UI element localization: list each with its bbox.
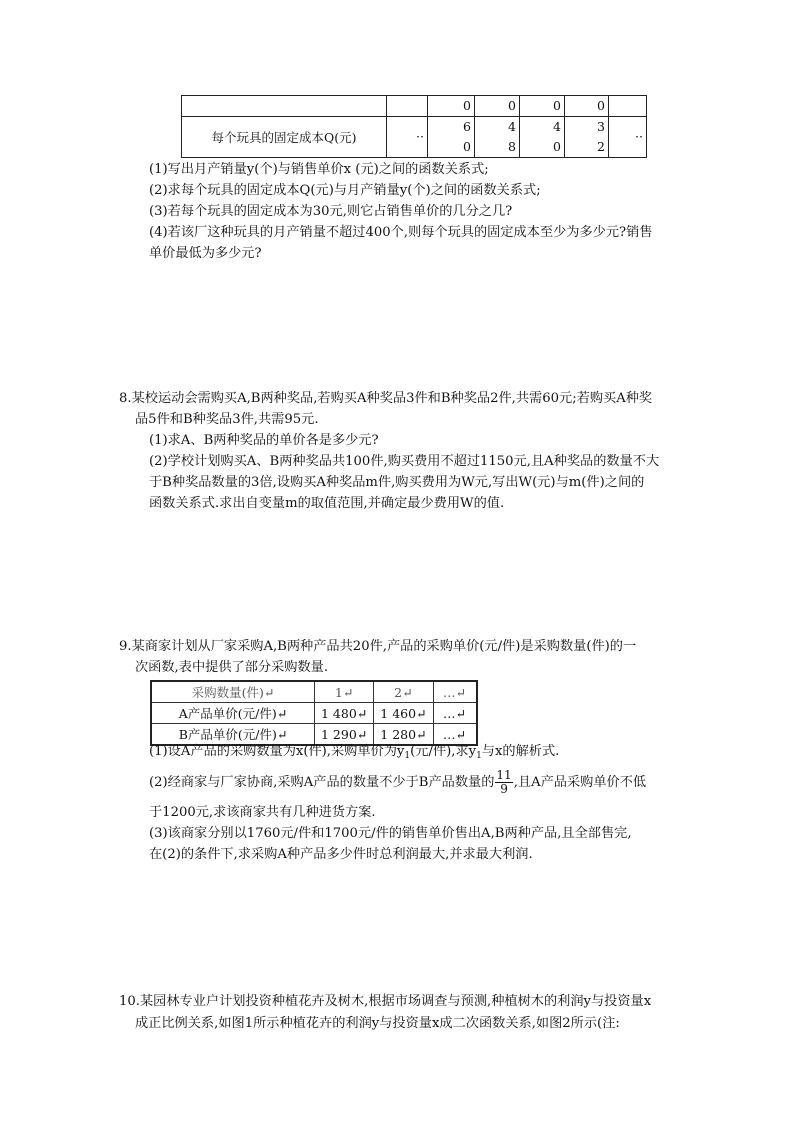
table-row [151, 703, 477, 724]
table-cell: A产品单价(元/件)↵ [151, 703, 315, 724]
fixed-cost-table [181, 95, 647, 158]
q7-part-4-line1: (4)若该厂这种玩具的月产销量不超过400个,则每个玩具的固定成本至少为多少元?销售 [149, 225, 653, 240]
q9-part-2-line1 [149, 768, 646, 798]
fraction [495, 769, 512, 796]
q10-line-2: 成正比例关系,如图1所示种植花卉的利润y与投资量x成二次函数关系,如图2所示(注: [135, 1016, 620, 1031]
table-cell: 8 [475, 137, 520, 158]
table-cell [182, 96, 387, 117]
table-cell: …↵ [433, 724, 477, 746]
table-cell [387, 96, 428, 117]
table-cell: 1 280↵ [374, 724, 433, 746]
text-run: 与x的解析式. [481, 744, 560, 759]
q7-part-3: (3)若每个玩具的固定成本为30元,则它占销售单价的几分之几? [149, 204, 513, 219]
table-header: 1↵ [315, 681, 374, 703]
table-header: …↵ [433, 681, 477, 703]
table-cell: 0 [520, 96, 565, 117]
table-cell: 2 [565, 137, 609, 158]
text-run: (元/件),求y [410, 744, 477, 759]
q7-part-2: (2)求每个玩具的固定成本Q(元)与月产销量y(个)之间的函数关系式; [149, 183, 541, 198]
table-cell: 0 [565, 96, 609, 117]
q8-part-2-line3: 函数关系式.求出自变量m的取值范围,并确定最少费用W的值. [149, 496, 505, 511]
q10-line-1: 10.某园林专业户计划投资种植花卉及树木,根据市场调查与预测,种植树木的利润y与投资量x [119, 994, 652, 1009]
table-cell: 1 460↵ [374, 703, 433, 724]
text-run: ,且A产品采购单价不低 [513, 775, 647, 790]
row-label: 每个玩具的固定成本Q(元) [182, 117, 387, 158]
q7-part-4-line2: 单价最低为多少元? [149, 246, 262, 261]
table-cell: 0 [428, 96, 475, 117]
q9-part-3-line2: 在(2)的条件下,求采购A种产品多少件时总利润最大,并求最大利润. [149, 847, 533, 862]
q8-part-2-line2: 于B种奖品数量的3倍,设购买A种奖品m件,购买费用为W元,写出W(元)与m(件)之间的 [149, 475, 645, 490]
table-cell: 1 290↵ [315, 724, 374, 746]
q8-part-2-line1: (2)学校计划购买A、B两种奖品共100件,购买费用不超过1150元,且A种奖品的数量不大 [149, 454, 660, 469]
table-cell: 0 [428, 137, 475, 158]
q9-line-1: 9.某商家计划从厂家采购A,B两种产品共20件,产品的采购单价(元/件)是采购数量(件)的一 [119, 639, 637, 654]
subscript: 1 [476, 751, 482, 761]
table-cell: 4 [520, 117, 565, 138]
table-cell: 0 [475, 96, 520, 117]
subscript: 1 [404, 751, 411, 761]
q8-part-1: (1)求A、B两种奖品的单价各是多少元? [149, 433, 379, 448]
q8-line-1: 8.某校运动会需购买A,B两种奖品,若购买A种奖品3件和B种奖品2件,共需60元;若购买A种奖 [119, 391, 653, 406]
numerator: 11 [496, 768, 512, 782]
q9-part-2-line2: 于1200元,求该商家共有几种进货方案. [149, 805, 376, 820]
table-cell: 3 [565, 117, 609, 138]
purchase-price-table [150, 680, 478, 746]
q9-part-1 [149, 743, 559, 765]
table-cell [609, 96, 647, 117]
q8-line-2: 品5件和B种奖品3件,共需95元. [135, 412, 319, 427]
q9-line-2: 次函数,表中提供了部分采购数量. [135, 660, 329, 675]
table-row [151, 724, 477, 746]
table-cell: 6 [428, 117, 475, 138]
ellipsis-cell: ·· [609, 117, 647, 158]
text-run: (2)经商家与厂家协商,采购A产品的数量不少于B产品数量的 [149, 775, 495, 790]
q7-part-1: (1)写出月产销量y(个)与销售单价x (元)之间的函数关系式; [149, 162, 489, 177]
table-cell: 0 [520, 137, 565, 158]
table-cell: 4 [475, 117, 520, 138]
table-header: 2↵ [374, 681, 433, 703]
denominator: 9 [500, 782, 508, 796]
table-cell: 1 480↵ [315, 703, 374, 724]
table-header: 采购数量(件)↵ [151, 681, 315, 703]
table-cell: …↵ [433, 703, 477, 724]
q9-part-3-line1: (3)该商家分别以1760元/件和1700元/件的销售单价售出A,B两种产品,且全部售完, [149, 826, 632, 841]
text-run: (1)设A产品的采购数量为x(件),采购单价为y [149, 744, 405, 759]
ellipsis-cell: ·· [387, 117, 428, 158]
table-cell: B产品单价(元/件)↵ [151, 724, 315, 746]
